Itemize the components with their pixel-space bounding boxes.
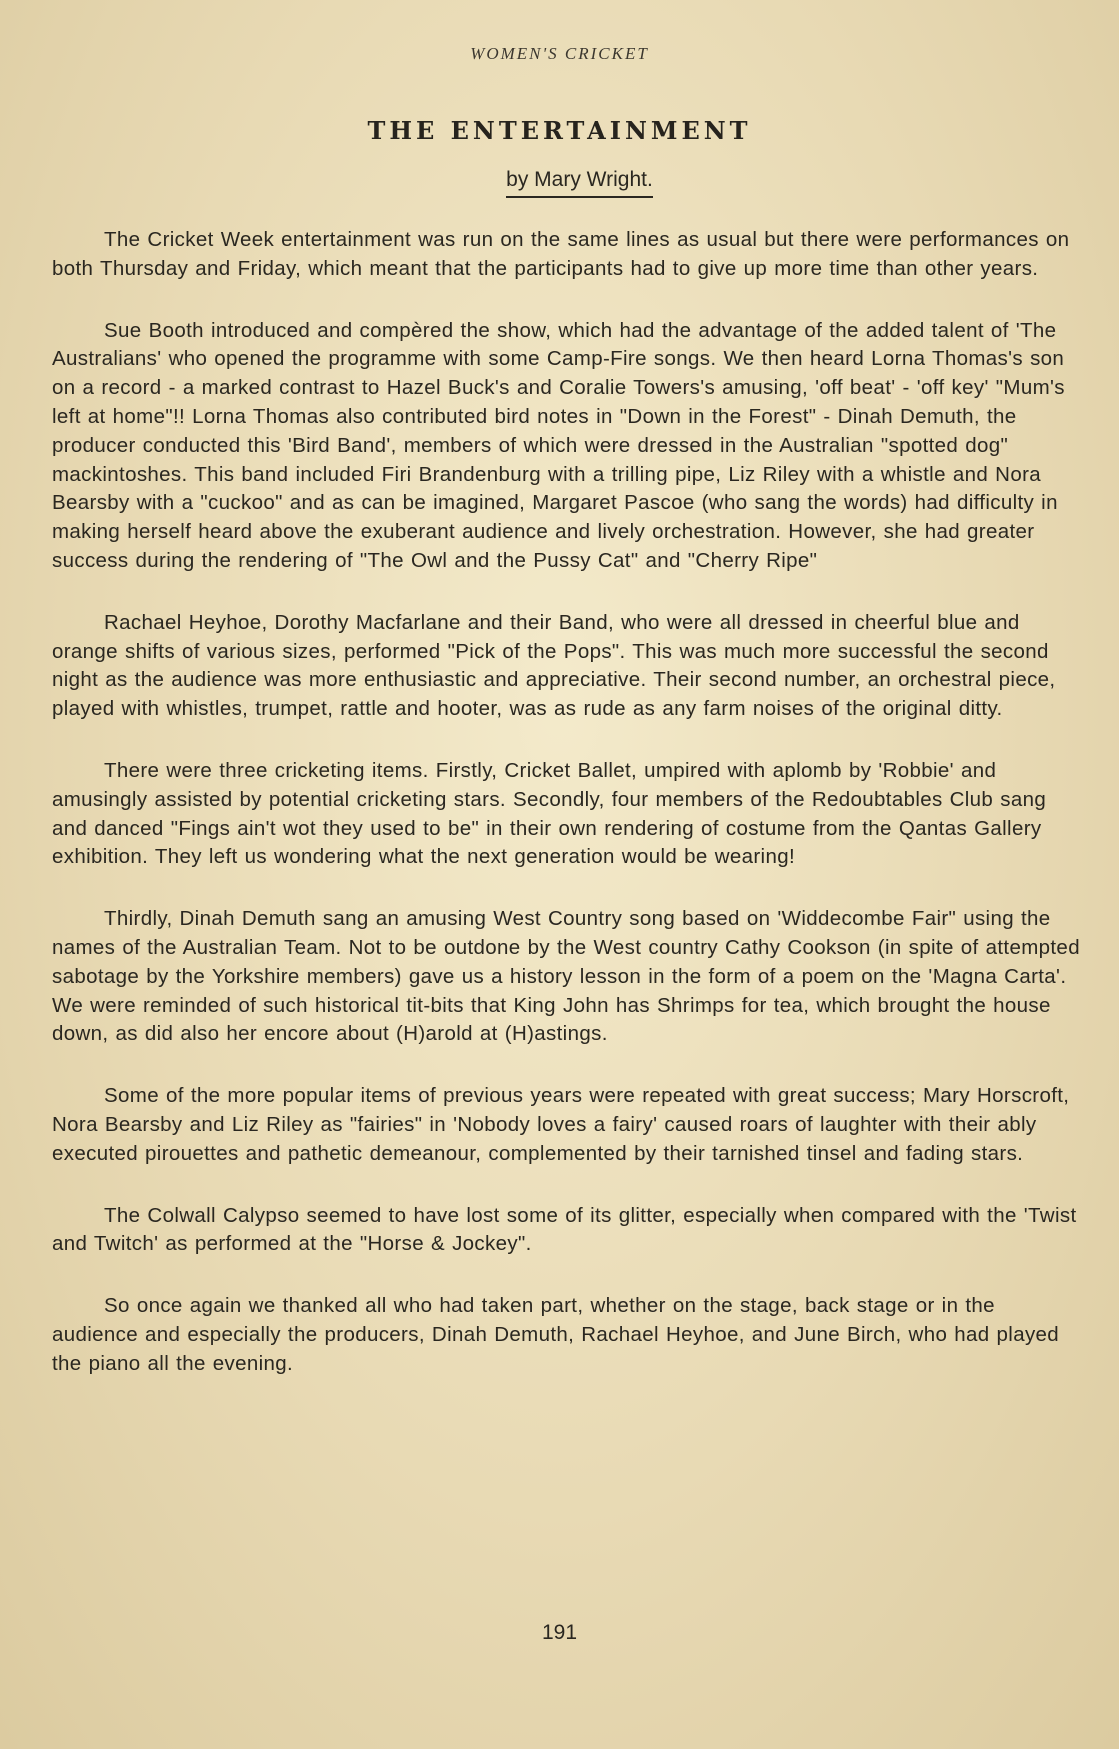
paragraph-8: So once again we thanked all who had taken part, whether on the stage, back stage or in the audience and especially the producers, Dinah Demuth, Rachael Heyhoe, and June Birch, who had played the piano all the evening. [52,1294,1060,1375]
running-head: WOMEN'S CRICKET [470,44,649,63]
paragraph-5: Thirdly, Dinah Demuth sang an amusing West Country song based on 'Widdecombe Fair" using the names of the Australian Team. Not to be outdone by the West country Cathy Cookson (in spite of attempted sabotage by the Yorkshire members) gave us a history lesson in the form of a poem on the 'Magna Carta'. We were reminded of such historical tit-bits that King John has Shrimps for tea, which brought the house down, as did also her encore about (H)arold at (H)astings. [52,907,1080,1046]
paragraph-7: The Colwall Calypso seemed to have lost some of its glitter, especially when compared with the 'Twist and Twitch' as performed at the "Horse & Jockey". [52,1203,1077,1256]
byline-container [0,168,1119,198]
paragraph-4: There were three cricketing items. Firstly, Cricket Ballet, umpired with aplomb by 'Robbie' and amusingly assisted by potential cricketing stars. Secondly, four members of the Redoubtables Club sang and danced "Fings ain't wot they used to be" in their own rendering of costume from the Qantas Gallery exhibition. They left us wondering what the next generation would be wearing! [52,758,1047,869]
paragraph-2: Sue Booth introduced and compèred the show, which had the advantage of the added talent of 'The Australians' who opened the programme with some Camp-Fire songs. We then heard Lorna Thomas's son on a record - a marked contrast to Hazel Buck's and Coralie Towers's amusing, 'off beat' - 'off key' "Mum's left at home"!! Lorna Thomas also contributed bird notes in "Down in the Forest" - Dinah Demuth, the producer conducted this 'Bird Band', members of which were dressed in the Australian "spotted dog" mackintoshes. This band included Firi Brandenburg with a trilling pipe, Liz Riley with a whistle and Nora Bearsby with a "cuckoo" and as can be imagined, Margaret Pascoe (who sang the words) had difficulty in making herself heard above the exuberant audience and lively orchestration. However, she had greater success during the rendering of "The Owl and the Pussy Cat" and "Cherry Ripe" [52,318,1065,572]
byline: by Mary Wright. [506,168,653,198]
paragraph-6: Some of the more popular items of previous years were repeated with great success; Mary Horscroft, Nora Bearsby and Liz Riley as "fairies" in 'Nobody loves a fairy' caused roars of laughter with their ably executed pirouettes and pathetic demeanour, complemented by their tarnished tinsel and fading stars. [52,1084,1070,1165]
article-body [52,226,1082,1412]
article-title: THE ENTERTAINMENT [367,116,752,145]
paragraph-3: Rachael Heyhoe, Dorothy Macfarlane and their Band, who were all dressed in cheerful blue and orange shifts of various sizes, performed "Pick of the Pops". This was much more successful the second night as the audience was more enthusiastic and appreciative. Their second number, an orchestral piece, played with whistles, trumpet, rattle and hooter, was as rude as any farm noises of the original ditty. [52,610,1056,721]
page-number: 191 [541,1621,578,1644]
paragraph-1: The Cricket Week entertainment was run on the same lines as usual but there were performances on both Thursday and Friday, which meant that the participants had to give up more time than other years. [52,228,1070,280]
